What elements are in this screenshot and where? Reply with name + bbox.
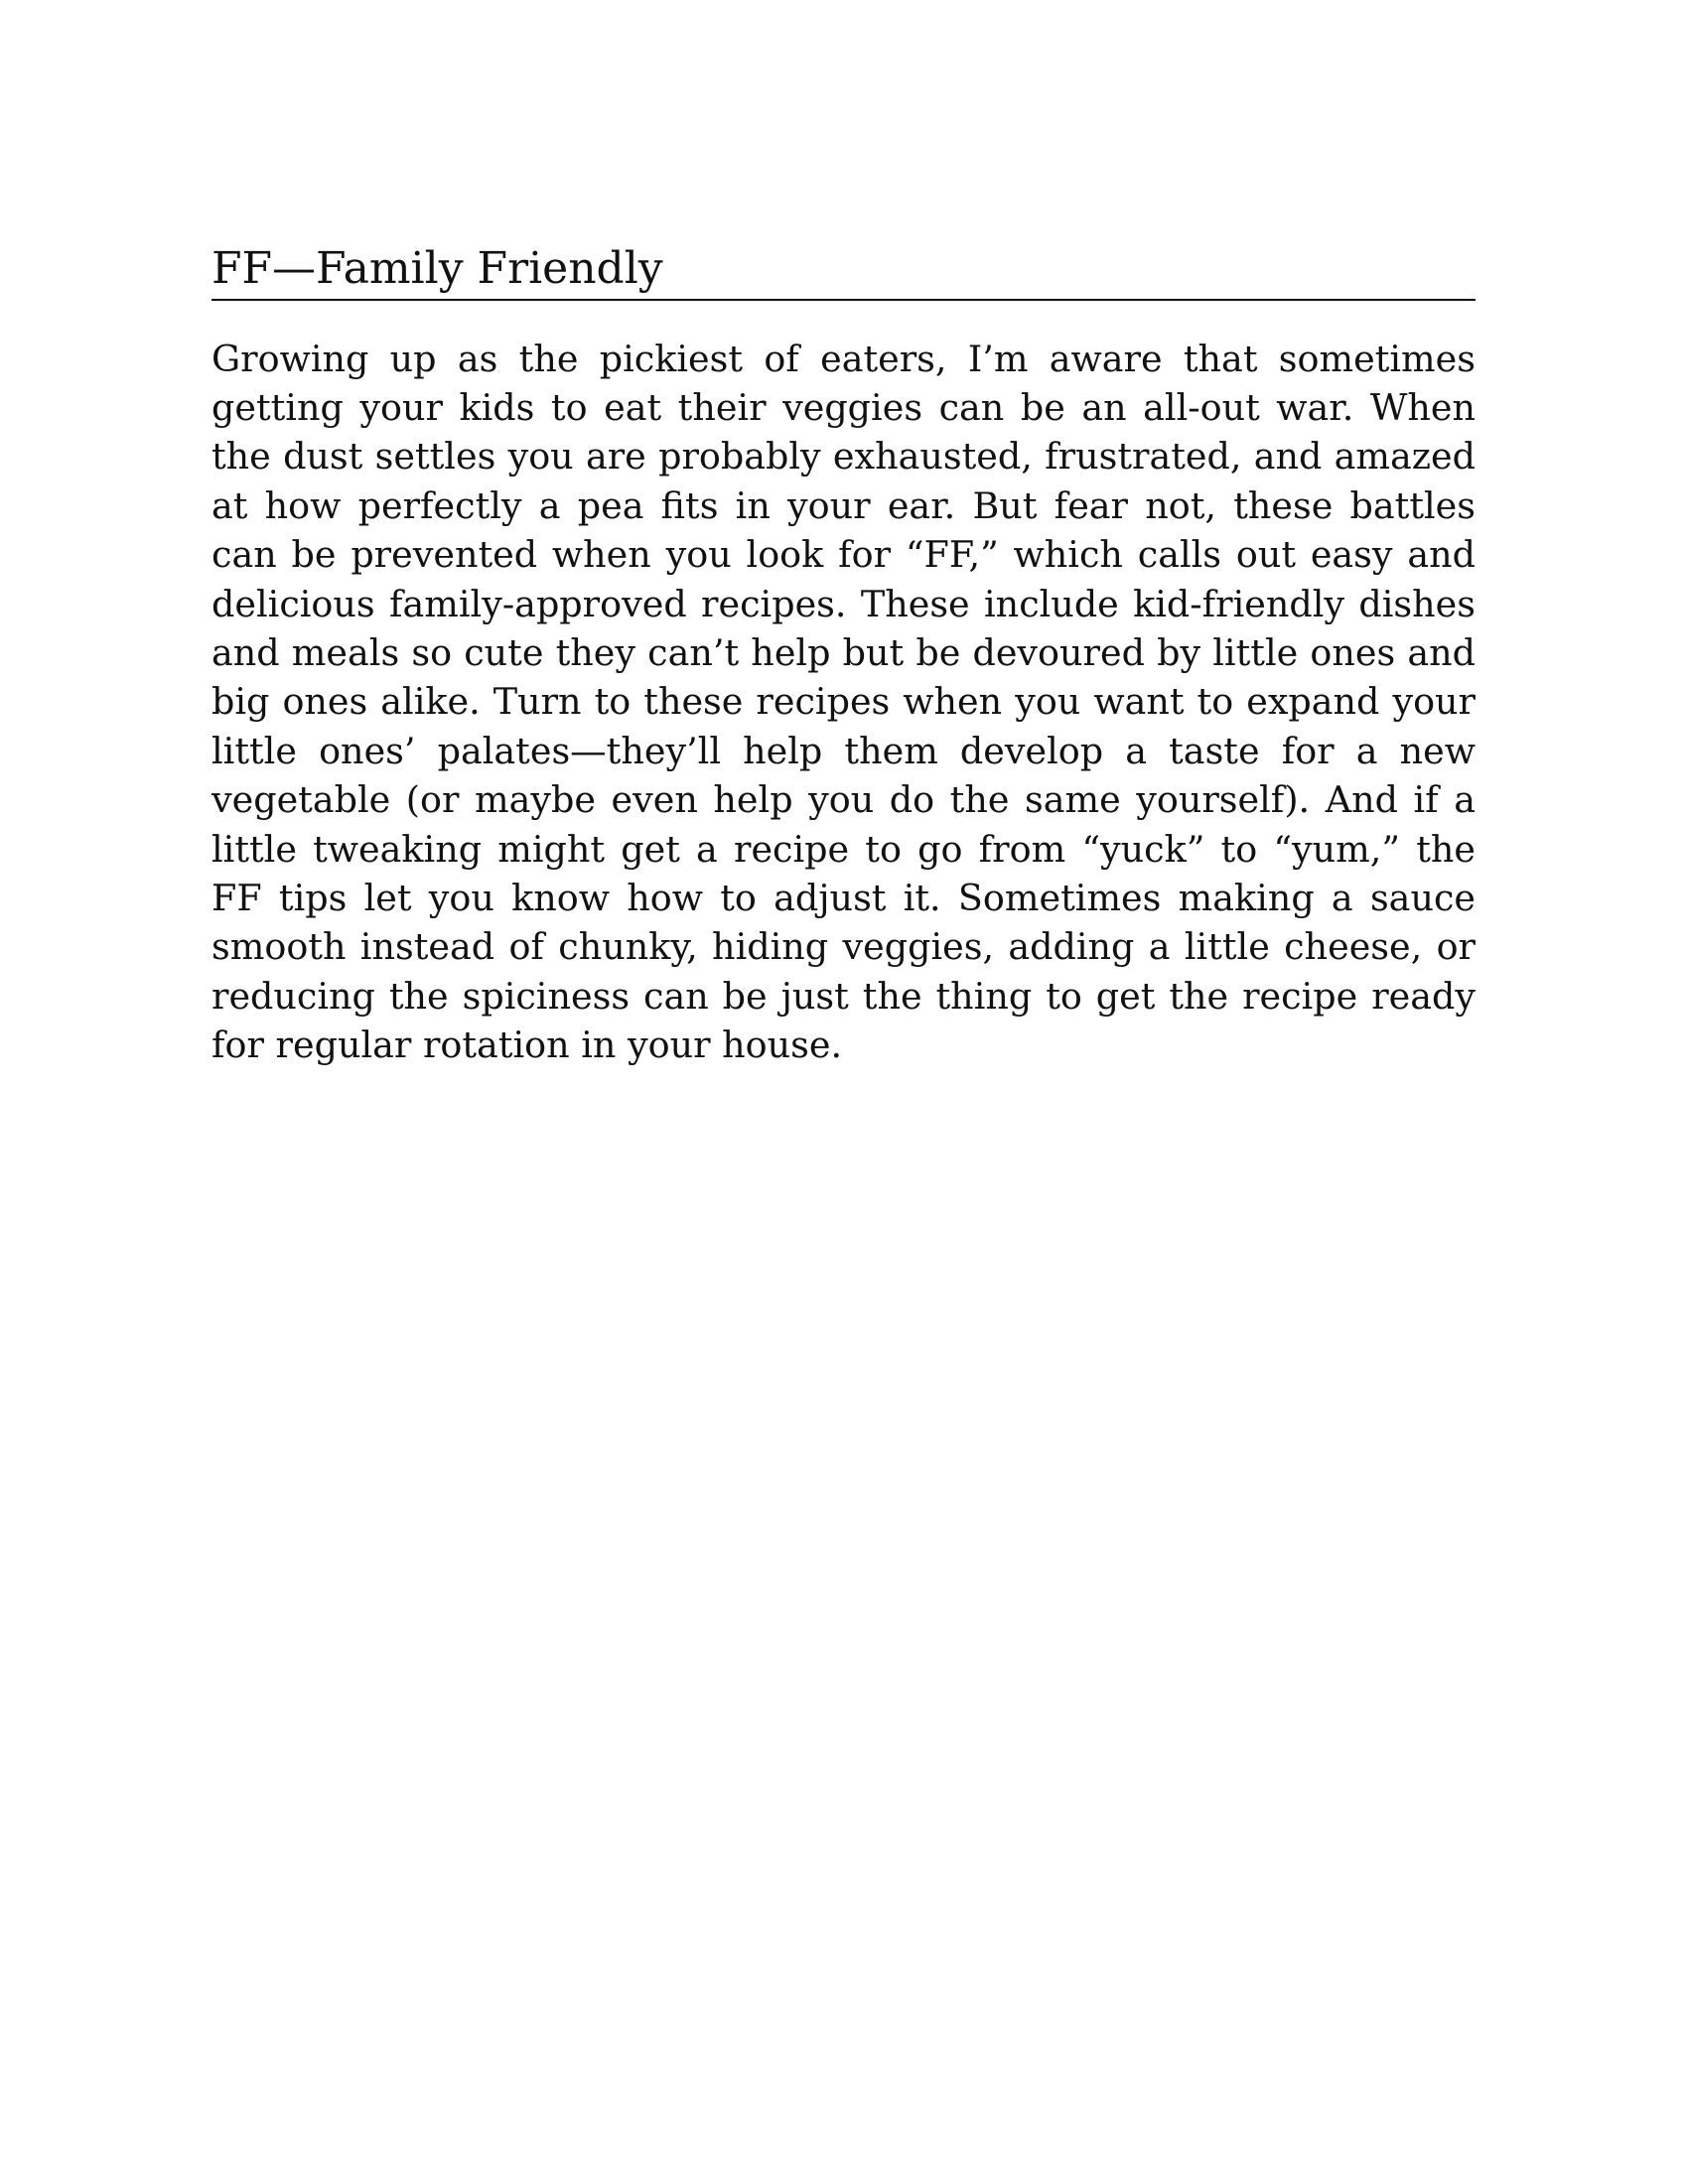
document-page xyxy=(211,244,1476,1070)
section-heading: FF—Family Friendly xyxy=(211,244,1476,301)
section-body-paragraph: Growing up as the pickiest of eaters, I’m aware that sometimes getting your kids to eat their veggies can be an all-out war. When the dust settles you are probably exhausted, frustrated, and amazed at how perfectly a pea fits in your ear. But fear not, these battles can be prevented when you look for “FF,” which calls out easy and delicious family-approved recipes. These include kid-friendly dishes and meals so cute they can’t help but be devoured by little ones and big ones alike. Turn to these recipes when you want to expand your little ones’ palates—they’ll help them develop a taste for a new vegetable (or maybe even help you do the same yourself). And if a little tweaking might get a recipe to go from “yuck” to “yum,” the FF tips let you know how to adjust it. Sometimes making a sauce smooth instead of chunky, hiding veggies, adding a little cheese, or reducing the spiciness can be just the thing to get the recipe ready for regular rotation in your house. xyxy=(211,337,1476,1067)
